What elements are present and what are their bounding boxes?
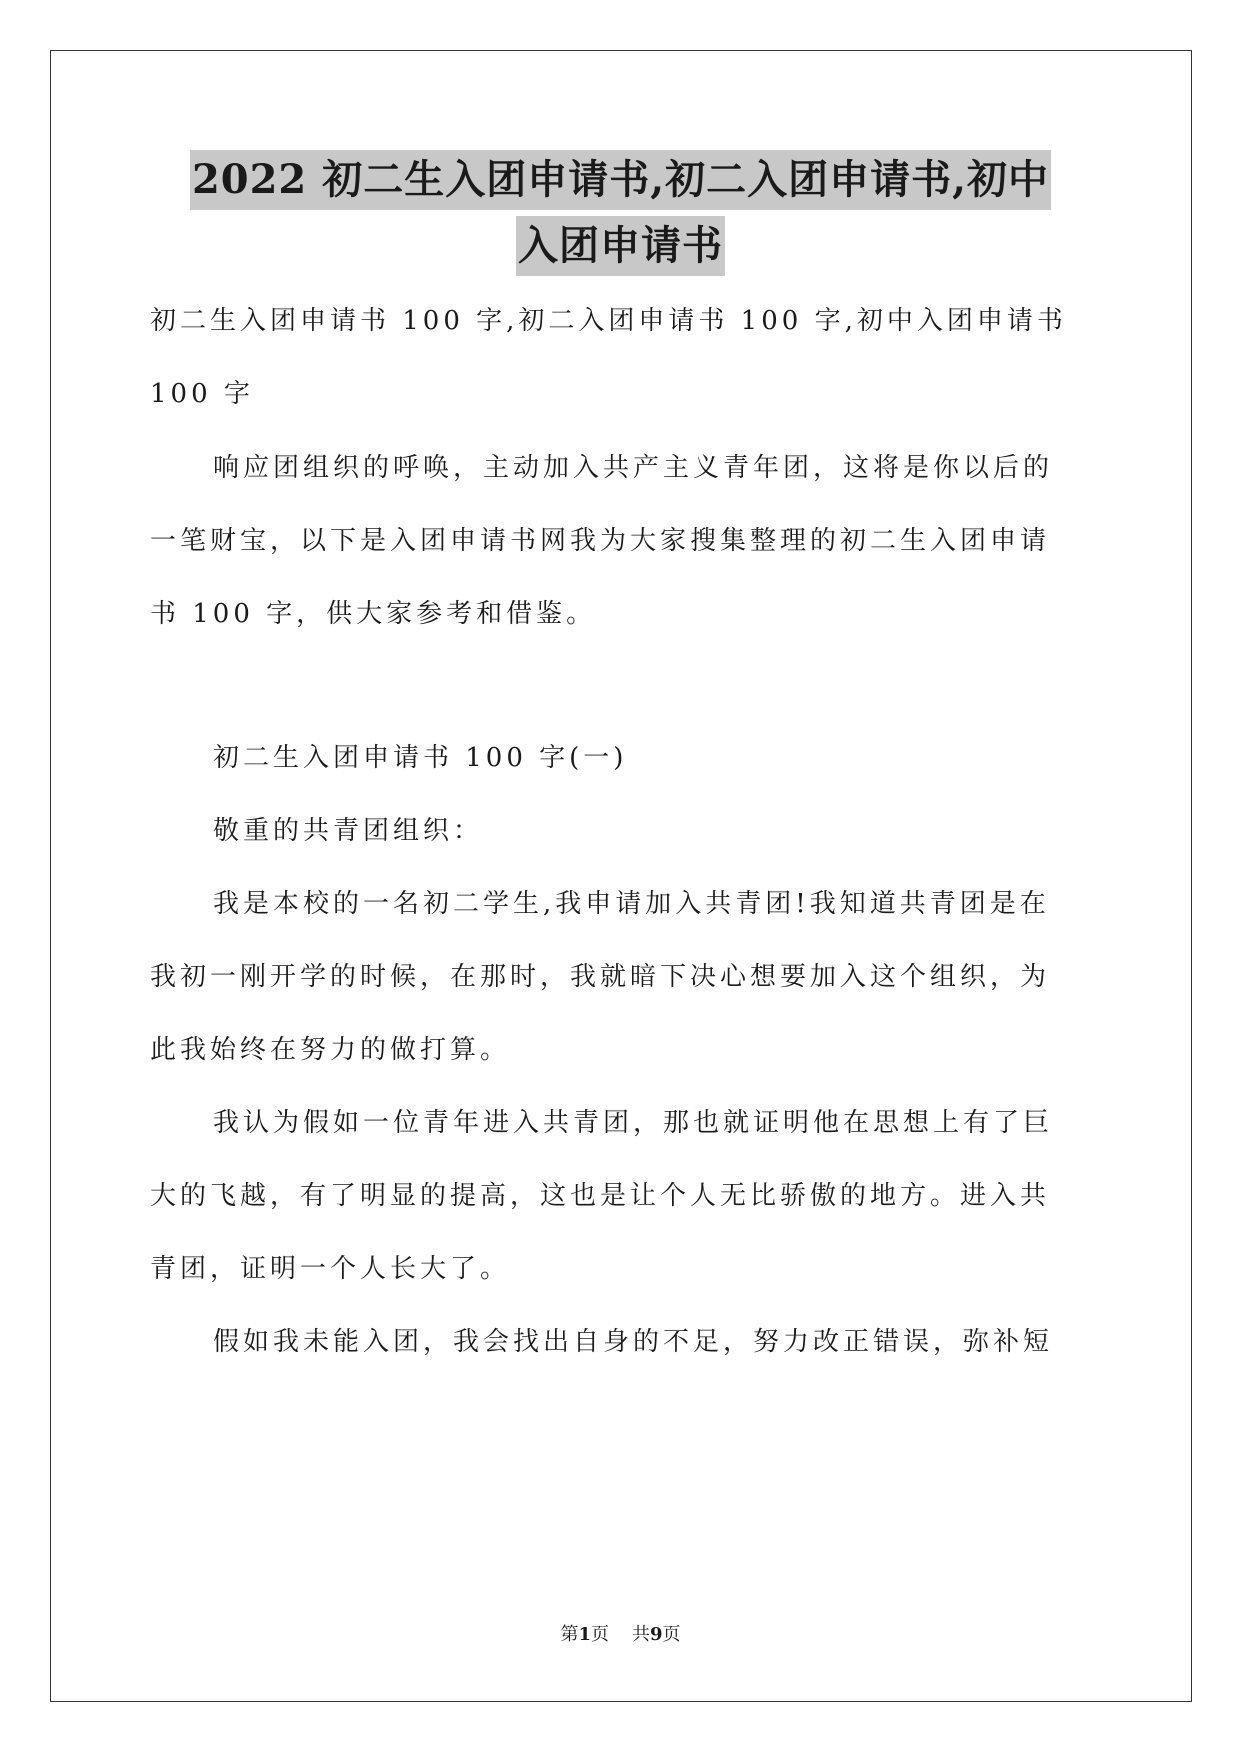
footer-page-number: 1 [578,1624,592,1645]
paragraph-line: 青团，证明一个人长大了。 [150,1254,511,1284]
footer-total-prefix: 共 [631,1624,650,1645]
salutation: 敬重的共青团组织： [213,816,484,846]
paragraph-line: 书 100 字，供大家参考和借鉴。 [150,599,597,629]
title-line-1: 2022 初二生入团申请书,初二入团申请书,初中 [190,150,1051,210]
paragraph-line: 假如我未能入团，我会找出自身的不足，努力改正错误，弥补短 [213,1327,1054,1357]
paragraph-line: 我是本校的一名初二学生,我申请加入共青团!我知道共青团是在 [213,889,1050,919]
document-title [150,150,1091,276]
footer-total-suffix: 页 [662,1624,681,1645]
paragraph-line: 此我始终在努力的做打算。 [150,1035,511,1065]
paragraph-line: 100 字 [150,379,254,409]
paragraph-line: 我初一刚开学的时候，在那时，我就暗下决心想要加入这个组织，为 [150,962,1051,992]
paragraph-line: 我认为假如一位青年进入共青团，那也就证明他在思想上有了巨 [213,1108,1054,1138]
paragraph-line: 响应团组织的呼唤，主动加入共产主义青年团，这将是你以后的 [213,453,1054,483]
footer-page-suffix: 页 [591,1624,610,1645]
section-heading: 初二生入团申请书 100 字(一) [213,743,628,773]
footer-page-prefix: 第 [560,1624,579,1645]
page-border [50,50,1192,1702]
page-footer [0,1620,1241,1646]
paragraph-line: 初二生入团申请书 100 字,初二入团申请书 100 字,初中入团申请书 [150,306,1067,336]
paragraph-line: 大的飞越，有了明显的提高，这也是让个人无比骄傲的地方。进入共 [150,1181,1051,1211]
title-line-2: 入团申请书 [516,216,725,276]
footer-total-pages: 9 [649,1624,663,1645]
paragraph-line: 一笔财宝，以下是入团申请书网我为大家搜集整理的初二生入团申请 [150,526,1051,556]
